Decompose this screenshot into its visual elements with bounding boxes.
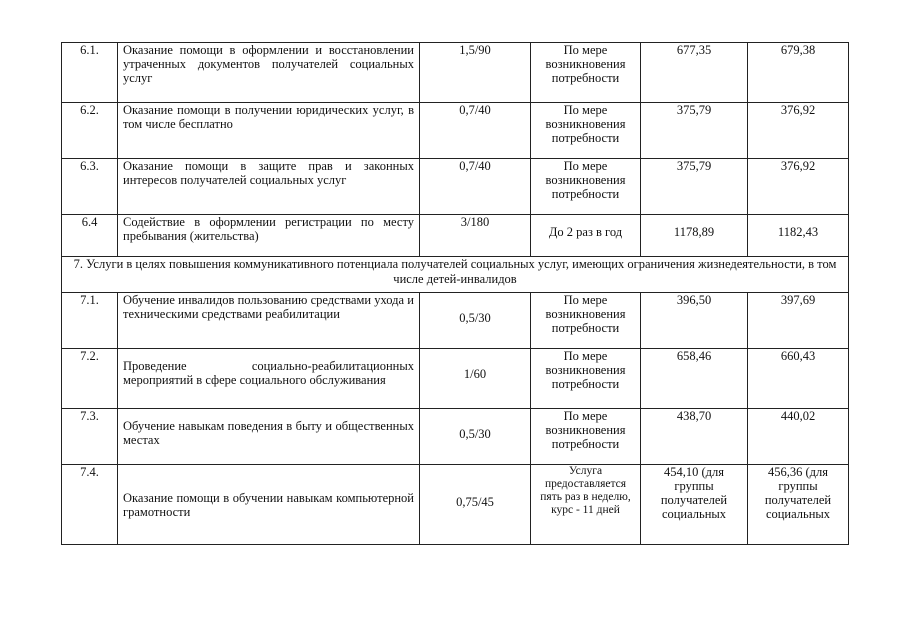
service-name: Содействие в оформлении регистрации по месту пребывания (жительства) [118,215,420,257]
time-norm: 0,7/40 [420,103,531,159]
frequency: По мере возникновения потребности [531,349,641,409]
time-norm: 1,5/90 [420,43,531,103]
service-name: Проведение социально-реабилитационных мероприятий в сфере социального обслуживания [118,349,420,409]
table-row [62,409,849,465]
price-2: 440,02 [748,409,849,465]
table-row [62,293,849,349]
service-name: Оказание помощи в обучении навыкам компьютерной грамотности [118,465,420,545]
frequency: По мере возникновения потребности [531,103,641,159]
row-number: 6.4 [62,215,118,257]
price-2: 660,43 [748,349,849,409]
price-1: 438,70 [641,409,748,465]
table-row [62,215,849,257]
row-number: 6.1. [62,43,118,103]
price-2: 679,38 [748,43,849,103]
service-name: Обучение навыкам поведения в быту и общественных местах [118,409,420,465]
table-row [62,103,849,159]
services-table [61,42,849,545]
price-2: 376,92 [748,103,849,159]
time-norm: 3/180 [420,215,531,257]
price-2: 397,69 [748,293,849,349]
price-1: 396,50 [641,293,748,349]
price-1: 454,10 (для группы получателей социальных [641,465,748,545]
service-name: Оказание помощи в получении юридических услуг, в том числе бесплатно [118,103,420,159]
price-1: 658,46 [641,349,748,409]
row-number: 6.3. [62,159,118,215]
price-1: 375,79 [641,159,748,215]
time-norm: 0,5/30 [420,293,531,349]
price-1: 677,35 [641,43,748,103]
frequency: По мере возникновения потребности [531,43,641,103]
time-norm: 1/60 [420,349,531,409]
frequency: По мере возникновения потребности [531,159,641,215]
price-2: 376,92 [748,159,849,215]
frequency: Услуга предоставляется пять раз в неделю, курс - 11 дней [531,465,641,545]
frequency: До 2 раз в год [531,215,641,257]
service-name: Обучение инвалидов пользованию средствами ухода и техническими средствами реабилитации [118,293,420,349]
table-row [62,43,849,103]
time-norm: 0,75/45 [420,465,531,545]
service-name: Оказание помощи в защите прав и законных интересов получателей социальных услуг [118,159,420,215]
price-2: 456,36 (для группы получателей социальных [748,465,849,545]
section-header-row [62,257,849,293]
row-number: 7.3. [62,409,118,465]
row-number: 7.2. [62,349,118,409]
price-1: 375,79 [641,103,748,159]
price-1: 1178,89 [641,215,748,257]
row-number: 6.2. [62,103,118,159]
time-norm: 0,5/30 [420,409,531,465]
table-row [62,349,849,409]
table-row [62,465,849,545]
frequency: По мере возникновения потребности [531,293,641,349]
row-number: 7.1. [62,293,118,349]
service-name: Оказание помощи в оформлении и восстановлении утраченных документов получателей социальных услуг [118,43,420,103]
price-2: 1182,43 [748,215,849,257]
table-row [62,159,849,215]
section-title: 7. Услуги в целях повышения коммуникативного потенциала получателей социальных услуг, имеющих ограничения жизнедеятельности, в том числе детей-инвалидов [62,257,849,293]
time-norm: 0,7/40 [420,159,531,215]
row-number: 7.4. [62,465,118,545]
frequency: По мере возникновения потребности [531,409,641,465]
